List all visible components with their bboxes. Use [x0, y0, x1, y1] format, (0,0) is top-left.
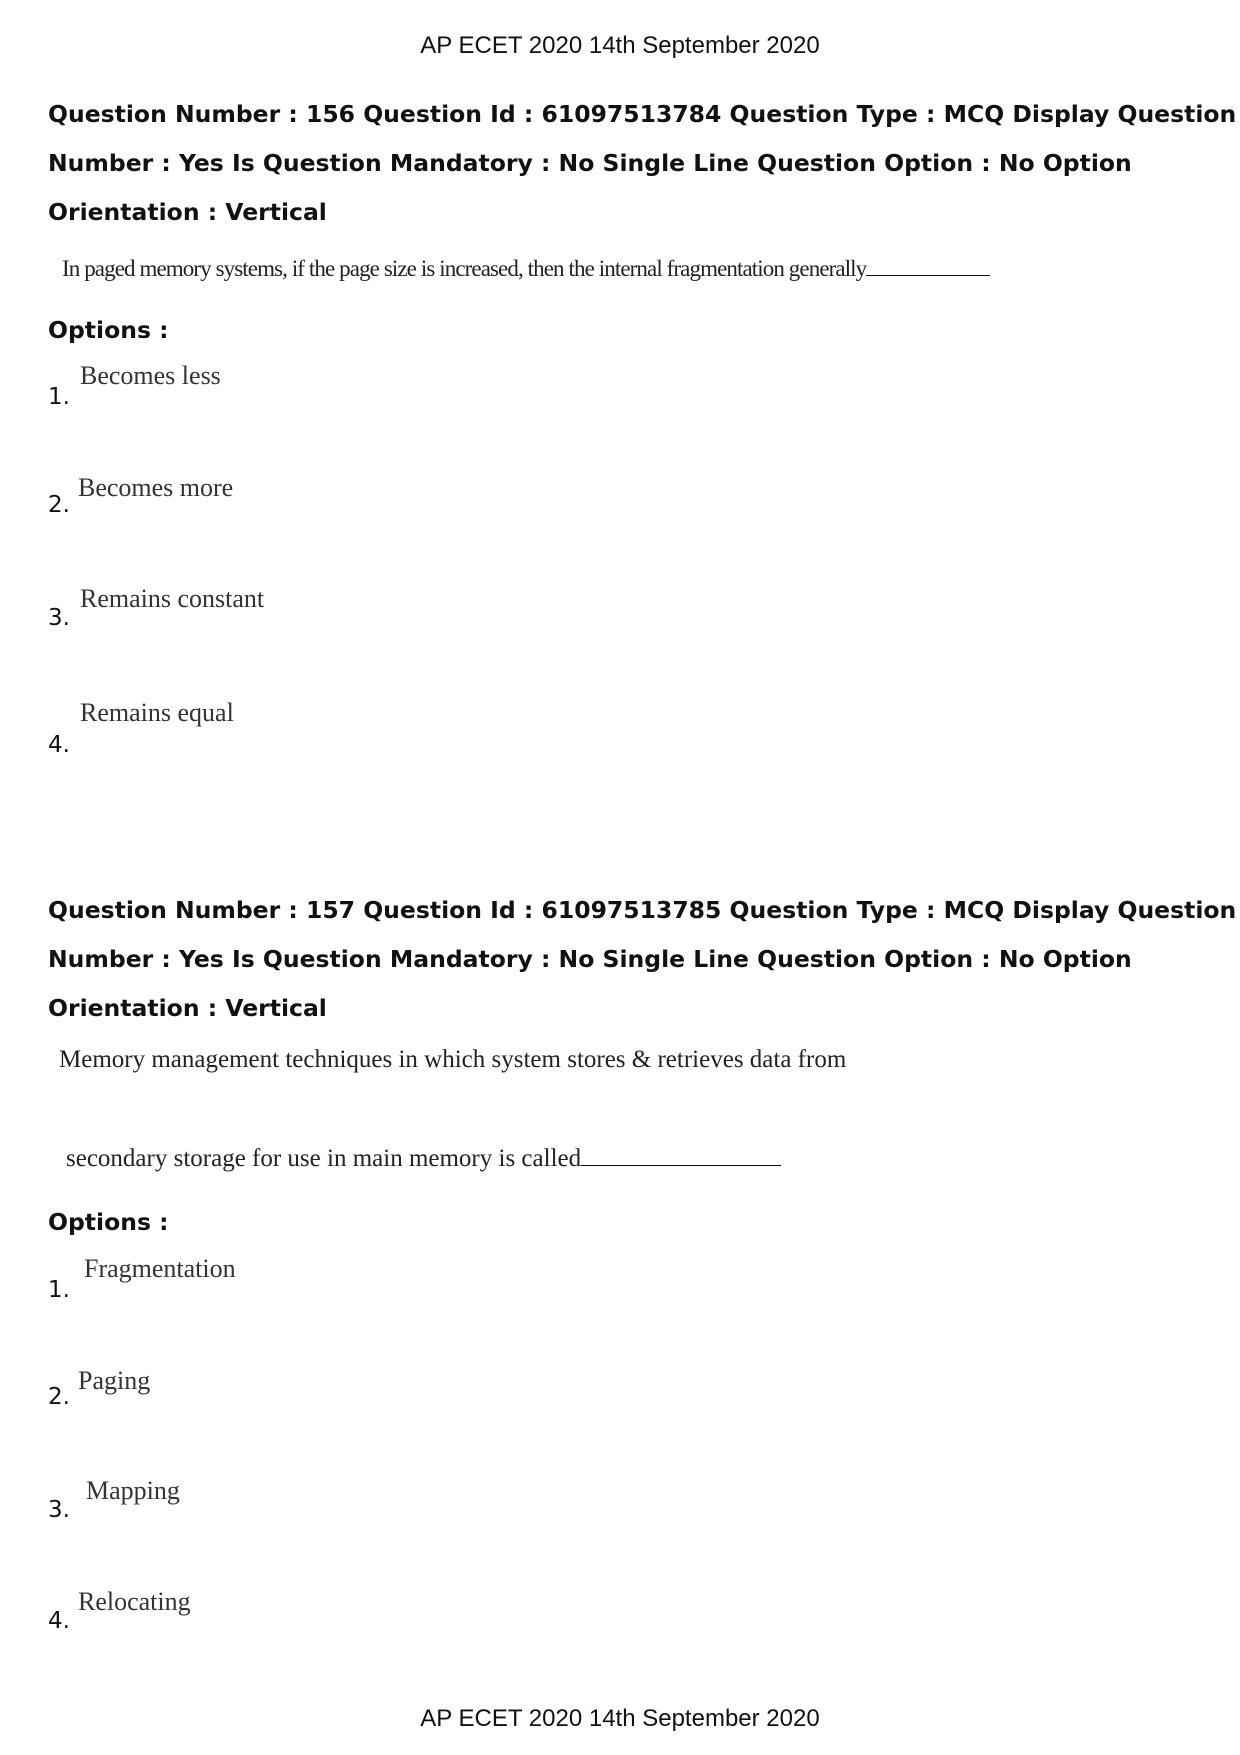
question-157-text-line-2 — [66, 1145, 781, 1173]
question-156-meta — [48, 90, 1237, 237]
option-number: 2. — [48, 492, 70, 518]
page-footer: AP ECET 2020 14th September 2020 — [420, 1705, 820, 1732]
option-text: Remains constant — [80, 584, 265, 613]
option-text: Mapping — [86, 1476, 180, 1505]
question-meta-line: Orientation : Vertical — [48, 994, 327, 1022]
option-text: Becomes more — [78, 473, 234, 502]
option-number: 1. — [48, 1277, 70, 1303]
page-header: AP ECET 2020 14th September 2020 — [420, 32, 820, 59]
question-157-meta — [48, 886, 1237, 1033]
option-text: Remains equal — [80, 698, 234, 727]
question-157-text-line-1: Memory management techniques in which system stores & retrieves data from — [59, 1046, 847, 1073]
question-meta-line: Number : Yes Is Question Mandatory : No Single Line Question Option : No Option — [48, 945, 1132, 973]
question-meta-line: Orientation : Vertical — [48, 198, 327, 226]
question-text-line: In paged memory systems, if the page size is increased, then the internal fragmentation generally — [62, 256, 867, 281]
question-meta-line: Question Number : 157 Question Id : 61097513785 Question Type : MCQ Display Question — [48, 896, 1237, 924]
option-text: Fragmentation — [84, 1254, 236, 1283]
option-text: Paging — [78, 1366, 151, 1395]
options-label: Options : — [48, 1208, 169, 1236]
option-number: 4. — [48, 732, 70, 758]
options-label: Options : — [48, 316, 169, 344]
option-number: 4. — [48, 1608, 70, 1634]
option-number: 3. — [48, 1497, 70, 1523]
option-text: Becomes less — [80, 361, 221, 390]
option-text: Relocating — [78, 1587, 191, 1616]
question-156-text — [62, 256, 990, 282]
option-number: 2. — [48, 1384, 70, 1410]
option-number: 3. — [48, 605, 70, 631]
question-meta-line: Question Number : 156 Question Id : 61097513784 Question Type : MCQ Display Question — [48, 100, 1237, 128]
question-text-line: secondary storage for use in main memory is called — [66, 1145, 582, 1172]
question-meta-line: Number : Yes Is Question Mandatory : No Single Line Question Option : No Option — [48, 149, 1132, 177]
answer-blank — [866, 274, 990, 276]
answer-blank — [581, 1164, 781, 1166]
option-number: 1. — [48, 384, 70, 410]
